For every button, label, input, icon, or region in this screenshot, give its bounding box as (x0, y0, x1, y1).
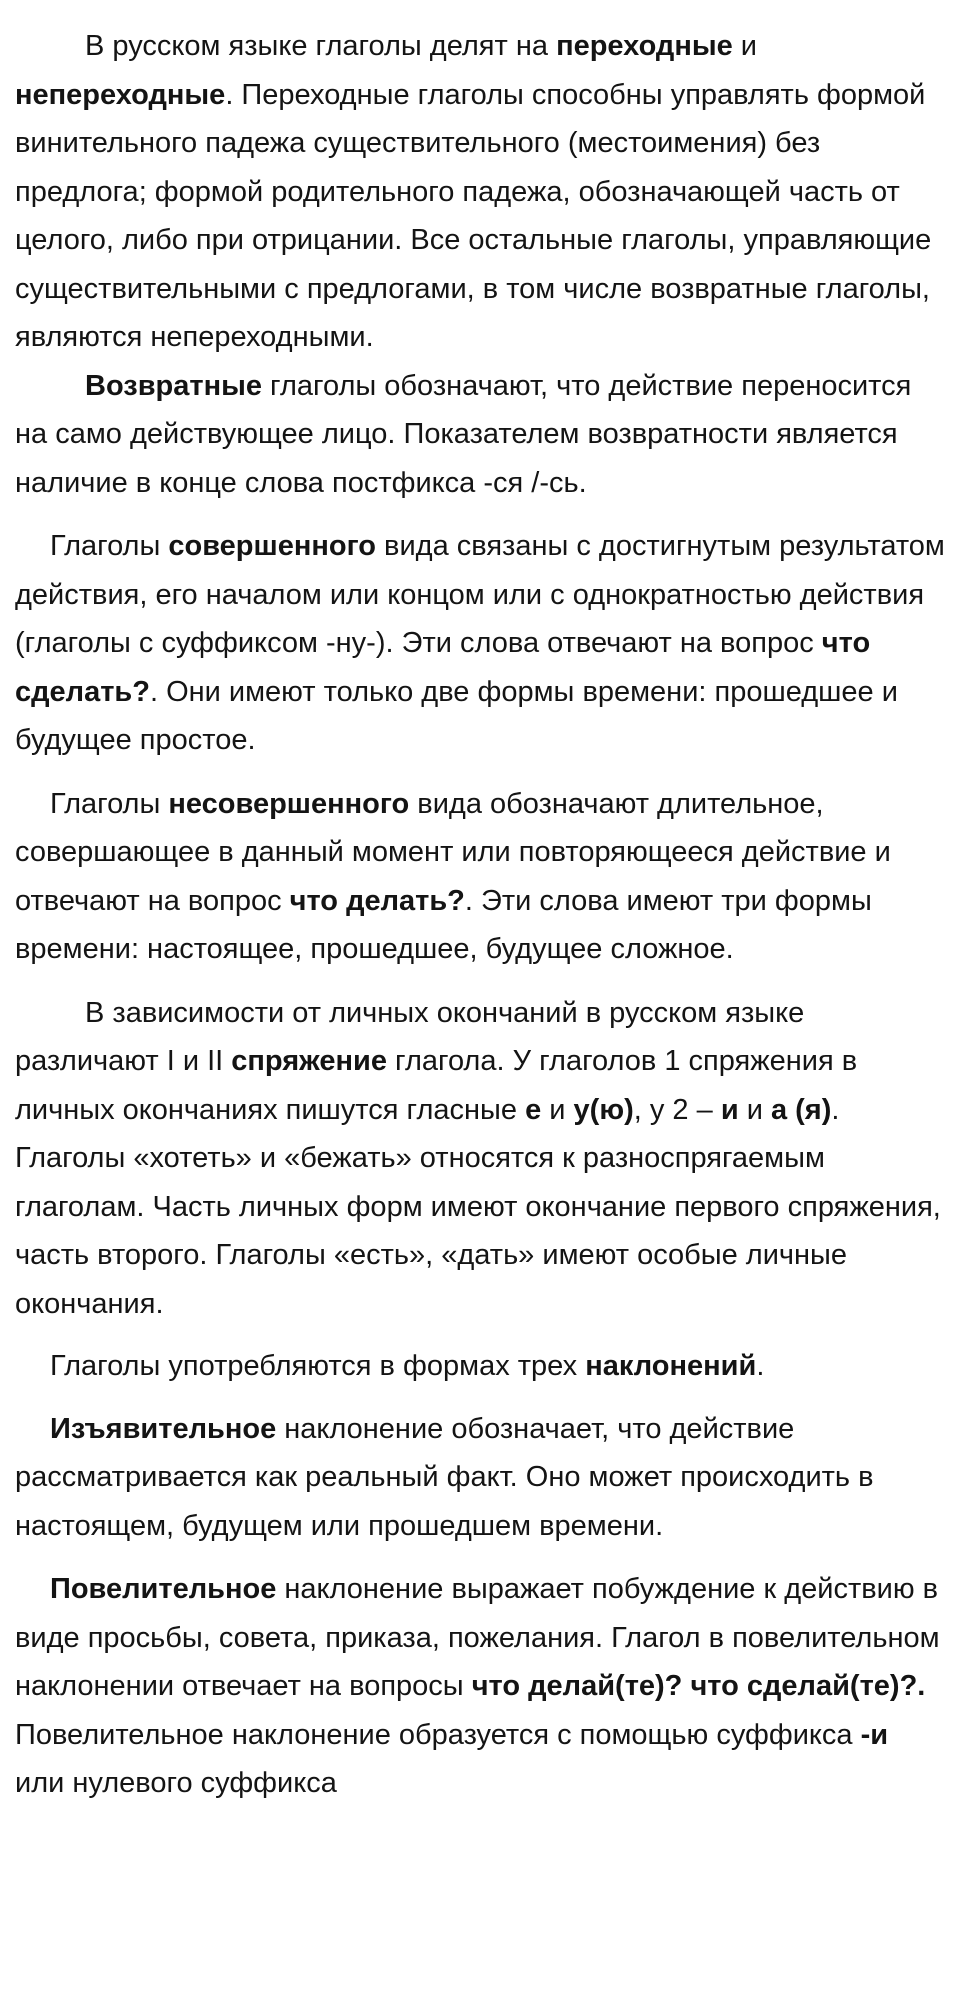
document-body (15, 22, 945, 1808)
text-run: вида обозначают длительное, совершающее в данный момент или повторяющееся действие и отвечают на вопрос (15, 787, 891, 917)
text-run: . Переходные глаголы способны управлять формой винительного падежа существительного (местоимения) без предлога; формой родительного падежа, обозначающей часть от целого, либо при отрицании. Все остальные глаголы, управляющие существительными с предлогами, в том числе возвратные глаголы, являются непереходными. (15, 78, 932, 353)
bold-term: Изъявительное (50, 1412, 277, 1445)
bold-term: е (525, 1093, 542, 1126)
paragraph-perfective (15, 522, 945, 765)
bold-term: совершенного (168, 530, 376, 562)
text-run: глагола. У глаголов 1 спряжения в личных окончаниях пишутся гласные (15, 1045, 858, 1126)
bold-term: переходные (556, 30, 733, 62)
text-run: Глаголы (50, 787, 169, 820)
bold-term: наклонений (585, 1350, 757, 1382)
paragraph-moods-intro (15, 1342, 945, 1391)
paragraph-indicative (15, 1405, 945, 1551)
paragraph-imperative (15, 1565, 945, 1808)
text-run: и (732, 30, 757, 62)
bold-term: Повелительное (50, 1573, 277, 1605)
bold-term: спряжение (231, 1045, 387, 1077)
paragraph-reflexive (15, 362, 945, 508)
text-run: . Глаголы «хотеть» и «бежать» относятся к разноспрягаемым глаголам. Часть личных форм имеют окончание первого спряжения, часть второго. Глаголы «есть», «дать» имеют особые личные окончания. (15, 1093, 941, 1320)
text-run: глаголы обозначают, что действие переносится на само действующее лицо. Показателем возвратности является наличие в конце слова постфикса -ся /-сь. (15, 369, 912, 499)
text-run: Повелительное наклонение образуется с помощью суффикса (15, 1718, 861, 1751)
bold-term: что делать? (289, 884, 465, 917)
text-run: наклонение обозначает, что действие рассматривается как реальный факт. Оно может происходить в настоящем, будущем или прошедшем времени. (15, 1412, 874, 1542)
text-run: наклонение выражает побуждение к действию в виде просьбы, совета, приказа, пожелания. Глагол в повелительном наклонении отвечает на вопросы (15, 1573, 940, 1702)
paragraph-imperfective (15, 780, 945, 974)
text-run: , у 2 – (633, 1093, 721, 1126)
bold-term: -и (860, 1718, 889, 1751)
bold-term: Возвратные (85, 369, 262, 402)
text-run: Глаголы (50, 530, 169, 562)
text-run: и (738, 1093, 771, 1126)
bold-term: что делай(те)? что сделай(те)?. (471, 1670, 926, 1702)
paragraph-transitivity (15, 22, 945, 362)
bold-term: непереходные (15, 78, 226, 111)
text-run: Глаголы употребляются в формах трех (50, 1350, 586, 1382)
text-run: . Эти слова имеют три формы времени: настоящее, прошедшее, будущее сложное. (15, 884, 872, 965)
text-run: и (541, 1093, 574, 1126)
text-run: или нулевого суффикса (15, 1767, 337, 1799)
bold-term: и (720, 1093, 739, 1126)
bold-term: что сделать? (15, 627, 871, 708)
paragraph-conjugation (15, 989, 945, 1329)
text-run: . (756, 1350, 765, 1382)
text-run: В зависимости от личных окончаний в русском языке различают I и II (15, 996, 805, 1077)
text-run: вида связаны с достигнутым результатом действия, его началом или концом или с однократностью действия (глаголы с суффиксом -ну-). Эти слова отвечают на вопрос (15, 530, 945, 659)
text-run: В русском языке глаголы делят на (85, 30, 557, 62)
text-run: . Они имеют только две формы времени: прошедшее и будущее простое. (15, 675, 898, 756)
bold-term: несовершенного (168, 787, 410, 820)
bold-term: а (я) (770, 1093, 832, 1126)
bold-term: у(ю) (573, 1093, 634, 1126)
